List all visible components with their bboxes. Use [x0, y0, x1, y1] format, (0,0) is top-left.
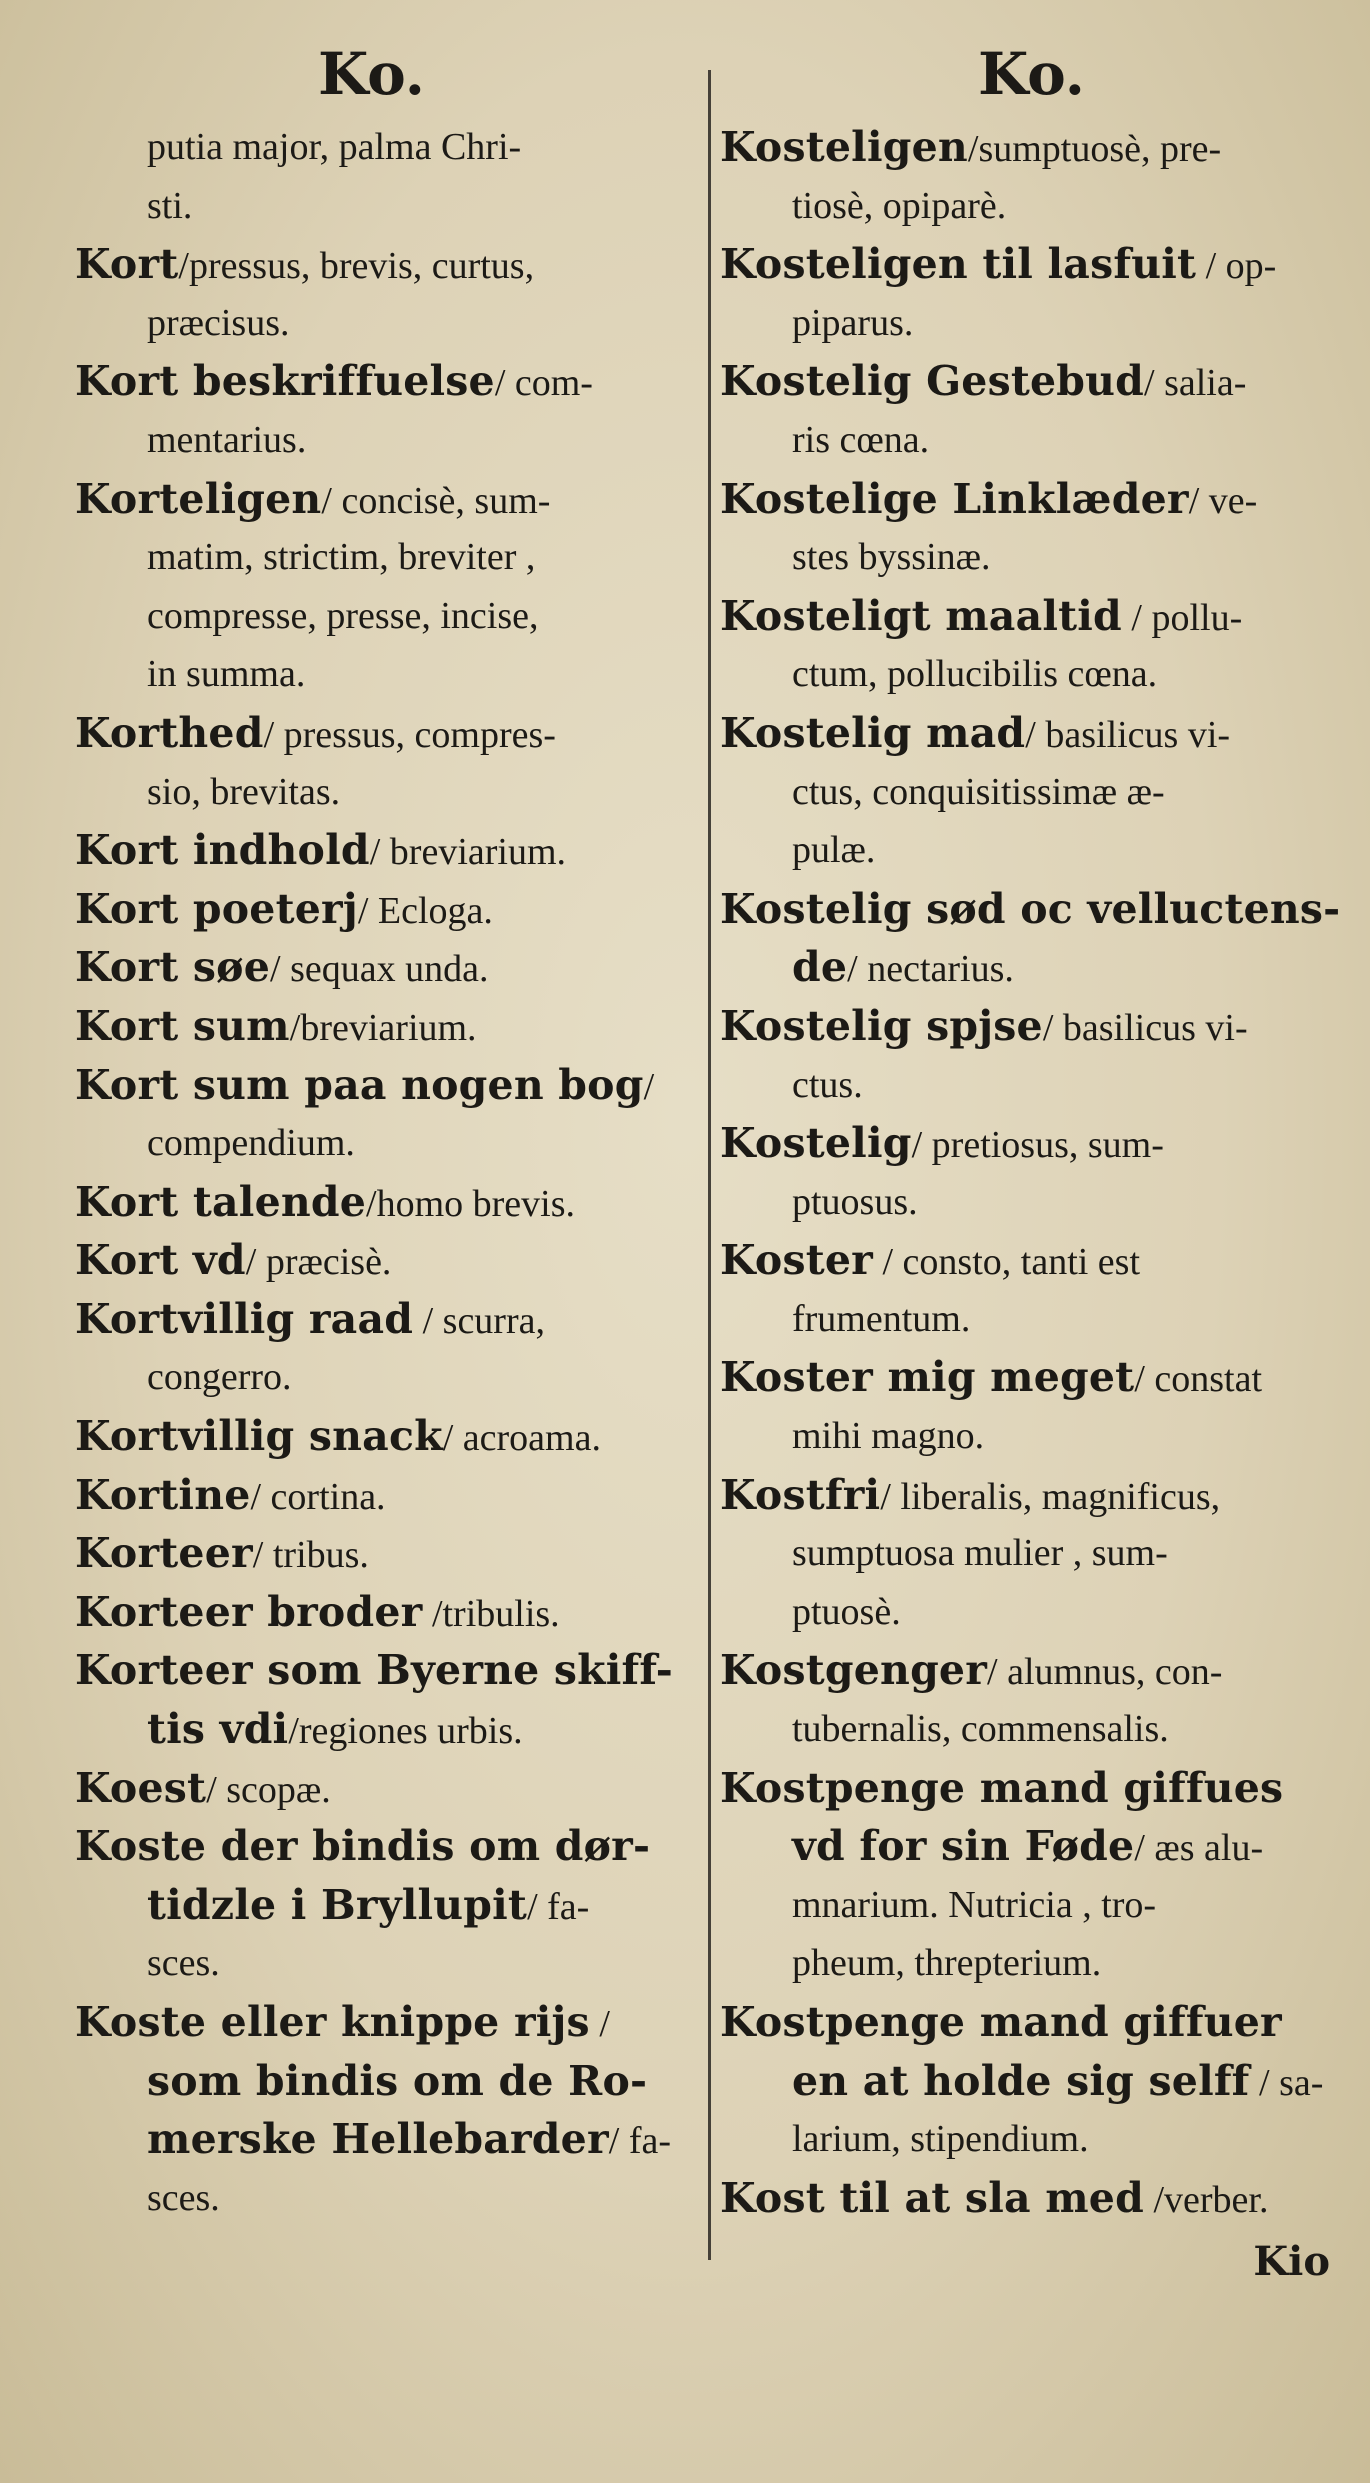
- entry-line-continuation: [720, 1700, 1340, 1759]
- dictionary-entry: [720, 235, 1340, 352]
- column-divider: [708, 70, 711, 2260]
- latin-gloss: / sa-: [1249, 2061, 1324, 2104]
- entry-line-headword: [75, 1641, 695, 1700]
- dictionary-entry: [720, 352, 1340, 469]
- latin-gloss: stes byssinæ.: [792, 536, 991, 579]
- entry-line-continuation: [75, 411, 695, 470]
- headword: Kostpenge mand giffues: [720, 1763, 1284, 1812]
- entry-line-continuation: [720, 1524, 1340, 1583]
- entry-line-continuation: [720, 1817, 1340, 1876]
- entry-line-headword: [720, 997, 1340, 1056]
- headword: Kortvillig raad: [75, 1294, 414, 1343]
- latin-gloss: ctus.: [792, 1063, 863, 1106]
- entry-line-headword: [720, 118, 1340, 177]
- dictionary-entry: [720, 1641, 1340, 1758]
- latin-gloss: / tribus.: [252, 1534, 369, 1577]
- entry-line-headword: [75, 1231, 695, 1290]
- latin-gloss: / constat: [1134, 1358, 1263, 1401]
- latin-gloss: / scopæ.: [206, 1768, 331, 1811]
- entry-line-continuation: [720, 645, 1340, 704]
- latin-gloss: /tribulis.: [422, 1592, 560, 1635]
- headword: Kort sum: [75, 1001, 290, 1050]
- latin-gloss: / concisè, sum-: [321, 479, 551, 522]
- latin-gloss: /: [643, 1065, 655, 1108]
- latin-gloss: / com-: [494, 362, 593, 405]
- latin-gloss: /: [589, 2003, 610, 2045]
- entry-line-continuation: [720, 763, 1340, 822]
- latin-gloss: / sequax unda.: [270, 948, 489, 991]
- latin-gloss: / scurra,: [413, 1299, 545, 1342]
- headword: Kostgenger: [720, 1646, 988, 1695]
- headword: tis vdi: [147, 1705, 289, 1754]
- latin-gloss: / alumnus, con-: [987, 1651, 1223, 1694]
- headword: Kostelig spjse: [720, 1001, 1043, 1050]
- dictionary-entry: [75, 1583, 695, 1642]
- latin-gloss: putia major, palma Chri-: [147, 126, 522, 168]
- latin-gloss: / consto, tanti est: [873, 1241, 1141, 1284]
- latin-gloss: / ve-: [1188, 479, 1258, 522]
- entry-line-continuation: [75, 1934, 695, 1993]
- dictionary-entry: [75, 1407, 695, 1466]
- dictionary-entry: [75, 997, 695, 1056]
- headword: Kosteligt maaltid: [720, 591, 1122, 640]
- dictionary-entry: [75, 470, 695, 704]
- entry-line-headword: [720, 1759, 1340, 1818]
- headword: Korteligen: [75, 474, 322, 523]
- headword: Kostfri: [720, 1470, 881, 1519]
- right-column: [720, 118, 1340, 2227]
- latin-gloss: matim, strictim, breviter ,: [147, 536, 536, 579]
- entry-line-continuation: [75, 1114, 695, 1173]
- headword: Kostpenge mand giffuer: [720, 1998, 1282, 2046]
- latin-gloss: compendium.: [147, 1122, 355, 1165]
- dictionary-entry: [720, 1231, 1340, 1348]
- headword: Kortine: [75, 1470, 251, 1519]
- entry-line-continuation: [75, 1876, 695, 1935]
- entry-line-headword: [720, 470, 1340, 529]
- latin-gloss: sces.: [147, 2176, 220, 2219]
- dictionary-entry: [720, 1114, 1340, 1231]
- entry-line-headword: [720, 880, 1340, 939]
- entry-line-headword: [75, 1173, 695, 1232]
- entry-line-continuation: [75, 2169, 695, 2228]
- dictionary-entry: [720, 1466, 1340, 1642]
- entry-line-headword: [75, 821, 695, 880]
- entry-line-headword: [75, 1583, 695, 1642]
- latin-gloss: pheum, threpterium.: [792, 1942, 1102, 1985]
- latin-gloss: mnarium. Nutricia , tro-: [792, 1883, 1157, 1926]
- entry-line-headword: [720, 2169, 1340, 2228]
- entry-line-headword: [720, 1641, 1340, 1700]
- running-head-right: Ko.: [978, 40, 1085, 108]
- latin-gloss: mentarius.: [147, 418, 307, 461]
- headword: Koster mig meget: [720, 1353, 1135, 1402]
- dictionary-entry: [720, 1759, 1340, 1993]
- headword: Kostelig sød oc velluctens-: [720, 884, 1341, 933]
- dictionary-entry: [75, 1993, 695, 2227]
- latin-gloss: / præcisè.: [245, 1241, 392, 1284]
- latin-gloss: /breviarium.: [289, 1006, 477, 1049]
- entry-line-headword: [75, 1407, 695, 1466]
- entry-line-headword: [75, 704, 695, 763]
- entry-line-headword: [75, 880, 695, 939]
- dictionary-entry: [75, 1231, 695, 1290]
- latin-gloss: / liberalis, magnificus,: [880, 1475, 1221, 1518]
- headword: Kost til at sla med: [720, 2173, 1144, 2222]
- latin-gloss: ptuosus.: [792, 1180, 918, 1223]
- entry-line-continuation: [75, 1700, 695, 1759]
- dictionary-entry: [75, 1524, 695, 1583]
- dictionary-entry: [720, 1348, 1340, 1465]
- headword: Koste eller knippe rijs: [75, 1998, 590, 2046]
- headword: Kort indhold: [75, 826, 370, 875]
- dictionary-entry: [75, 704, 695, 821]
- entry-line-continuation: [720, 1290, 1340, 1349]
- dictionary-entry: [75, 1466, 695, 1525]
- dictionary-entry: [75, 235, 695, 352]
- dictionary-entry: [75, 118, 695, 235]
- latin-gloss: ptuosè.: [792, 1590, 901, 1633]
- latin-gloss: tiosè, opiparè.: [792, 184, 1007, 227]
- headword: Korteer broder: [75, 1587, 423, 1636]
- dictionary-entry: [720, 2169, 1340, 2228]
- headword: Koste der bindis om dør-: [75, 1822, 651, 1871]
- headword: de: [792, 943, 848, 992]
- latin-gloss: congerro.: [147, 1356, 292, 1399]
- dictionary-entry: [75, 1817, 695, 1993]
- entry-line-headword: [720, 1466, 1340, 1525]
- headword: Kostelige Linklæder: [720, 474, 1189, 523]
- left-column: [75, 118, 695, 2227]
- dictionary-entry: [720, 1993, 1340, 2169]
- headword: Kort sum paa nogen bog: [75, 1060, 644, 1109]
- latin-gloss: / Ecloga.: [357, 889, 493, 932]
- dictionary-entry: [720, 118, 1340, 235]
- headword: Kort poeterj: [75, 884, 358, 933]
- dictionary-entry: [720, 587, 1340, 704]
- latin-gloss: frumentum.: [792, 1297, 971, 1340]
- latin-gloss: / cortina.: [250, 1475, 386, 1518]
- dictionary-entry: [720, 880, 1340, 997]
- headword: tidzle i Bryllupit: [147, 1880, 528, 1929]
- entry-line-headword: [720, 352, 1340, 411]
- entry-line-headword: [75, 1524, 695, 1583]
- headword: Koster: [720, 1236, 873, 1285]
- entry-line-continuation: [75, 177, 695, 236]
- headword: Korteer: [75, 1529, 253, 1578]
- entry-line-continuation: [720, 177, 1340, 236]
- entry-line-continuation: [75, 1348, 695, 1407]
- entry-line-continuation: [75, 2110, 695, 2169]
- latin-gloss: præcisus.: [147, 301, 290, 344]
- latin-gloss: / pretiosus, sum-: [911, 1124, 1164, 1167]
- dictionary-entry: [720, 704, 1340, 880]
- headword: Kort beskriffuelse: [75, 357, 495, 406]
- headword: Kortvillig snack: [75, 1412, 443, 1461]
- entry-line-continuation: [720, 411, 1340, 470]
- latin-gloss: /homo brevis.: [366, 1182, 576, 1225]
- latin-gloss: sti.: [147, 184, 193, 227]
- latin-gloss: in summa.: [147, 653, 306, 696]
- latin-gloss: piparus.: [792, 301, 914, 344]
- entry-line-headword: [75, 470, 695, 529]
- headword: Korthed: [75, 708, 264, 757]
- entry-line-headword: [720, 1348, 1340, 1407]
- headword: merske Hellebarder: [147, 2115, 609, 2164]
- latin-gloss: larium, stipendium.: [792, 2118, 1089, 2161]
- headword: vd for sin Føde: [792, 1822, 1135, 1871]
- latin-gloss: /regiones urbis.: [288, 1710, 523, 1753]
- latin-gloss: mihi magno.: [792, 1415, 985, 1458]
- entry-line-headword: [75, 1817, 695, 1876]
- entry-line-headword: [75, 1466, 695, 1525]
- entry-line-continuation: [75, 2052, 695, 2111]
- entry-line-headword: [75, 1056, 695, 1115]
- entry-line-headword: [75, 352, 695, 411]
- entry-line-continuation: [720, 294, 1340, 353]
- dictionary-entry: [720, 997, 1340, 1114]
- dictionary-entry: [720, 470, 1340, 587]
- entry-line-headword: [75, 1759, 695, 1818]
- dictionary-entry: [75, 880, 695, 939]
- latin-gloss: / basilicus vi-: [1042, 1006, 1248, 1049]
- dictionary-entry: [75, 1641, 695, 1758]
- latin-gloss: ctus, conquisitissimæ æ-: [792, 770, 1165, 813]
- headword: en at holde sig selff: [792, 2056, 1250, 2105]
- dictionary-entry: [75, 352, 695, 469]
- entry-line-headword: [75, 1993, 695, 2052]
- headword: som bindis om de Ro-: [147, 2056, 648, 2105]
- latin-gloss: / nectarius.: [847, 948, 1014, 991]
- entry-line-continuation: [720, 1407, 1340, 1466]
- latin-gloss: pulæ.: [792, 829, 876, 872]
- entry-line-continuation: [720, 938, 1340, 997]
- headword: Kosteligen til lasfuit: [720, 240, 1197, 289]
- entry-line-continuation: [720, 2110, 1340, 2169]
- headword: Korteer som Byerne skiff-: [75, 1646, 673, 1695]
- latin-gloss: compresse, presse, incise,: [147, 594, 539, 637]
- entry-line-headword: [75, 235, 695, 294]
- latin-gloss: / basilicus vi-: [1025, 713, 1231, 756]
- headword: Kort talende: [75, 1177, 367, 1226]
- latin-gloss: / salia-: [1144, 362, 1247, 405]
- entry-line-continuation: [75, 587, 695, 646]
- headword: Kosteligen: [720, 123, 968, 171]
- latin-gloss: / pressus, compres-: [263, 713, 556, 756]
- catchword: Kio: [1253, 2238, 1330, 2285]
- headword: Koest: [75, 1763, 207, 1812]
- entry-line-headword: [75, 938, 695, 997]
- headword: Kostelig: [720, 1119, 912, 1168]
- entry-line-continuation: [75, 645, 695, 704]
- dictionary-entry: [75, 938, 695, 997]
- entry-line-headword: [720, 1993, 1340, 2052]
- latin-gloss: / fa-: [527, 1885, 590, 1928]
- entry-line-continuation: [75, 528, 695, 587]
- dictionary-entry: [75, 821, 695, 880]
- running-head-left: Ko.: [318, 40, 425, 108]
- entry-line-continuation: [720, 821, 1340, 880]
- latin-gloss: /verber.: [1143, 2178, 1269, 2221]
- entry-line-continuation: [720, 1934, 1340, 1993]
- headword: Kort vd: [75, 1236, 246, 1285]
- entry-line-continuation: [720, 1876, 1340, 1935]
- latin-gloss: sumptuosa mulier , sum-: [792, 1532, 1168, 1575]
- latin-gloss: / pollu-: [1121, 596, 1243, 639]
- latin-gloss: ctum, pollucibilis cœna.: [792, 653, 1158, 696]
- dictionary-entry: [75, 1173, 695, 1232]
- latin-gloss: / acroama.: [442, 1417, 601, 1460]
- entry-line-continuation: [720, 1583, 1340, 1642]
- latin-gloss: sces.: [147, 1942, 220, 1985]
- entry-line-headword: [75, 997, 695, 1056]
- entry-line-continuation: [720, 1056, 1340, 1115]
- entry-line-headword: [720, 235, 1340, 294]
- entry-line-continuation: [75, 294, 695, 353]
- headword: Kostelig mad: [720, 708, 1026, 757]
- dictionary-entry: [75, 1056, 695, 1173]
- latin-gloss: sio, brevitas.: [147, 770, 341, 813]
- dictionary-entry: [75, 1759, 695, 1818]
- entry-line-continuation: [720, 1173, 1340, 1232]
- entry-line-headword: [75, 118, 695, 177]
- entry-line-headword: [75, 1290, 695, 1349]
- latin-gloss: /pressus, brevis, curtus,: [178, 245, 535, 288]
- entry-line-headword: [720, 704, 1340, 763]
- headword: Kort søe: [75, 943, 271, 992]
- entry-line-headword: [720, 1231, 1340, 1290]
- headword: Kort: [75, 240, 179, 289]
- latin-gloss: / æs alu-: [1134, 1827, 1264, 1870]
- entry-line-continuation: [75, 763, 695, 822]
- entry-line-headword: [720, 1114, 1340, 1173]
- latin-gloss: / breviarium.: [369, 831, 567, 874]
- entry-line-headword: [720, 587, 1340, 646]
- latin-gloss: / op-: [1196, 245, 1277, 288]
- entry-line-continuation: [720, 528, 1340, 587]
- latin-gloss: / fa-: [608, 2120, 672, 2163]
- dictionary-entry: [75, 1290, 695, 1407]
- latin-gloss: ris cœna.: [792, 418, 930, 461]
- entry-line-continuation: [720, 2052, 1340, 2111]
- latin-gloss: /sumptuosè, pre-: [967, 128, 1222, 170]
- headword: Kostelig Gestebud: [720, 357, 1145, 406]
- latin-gloss: tubernalis, commensalis.: [792, 1708, 1169, 1751]
